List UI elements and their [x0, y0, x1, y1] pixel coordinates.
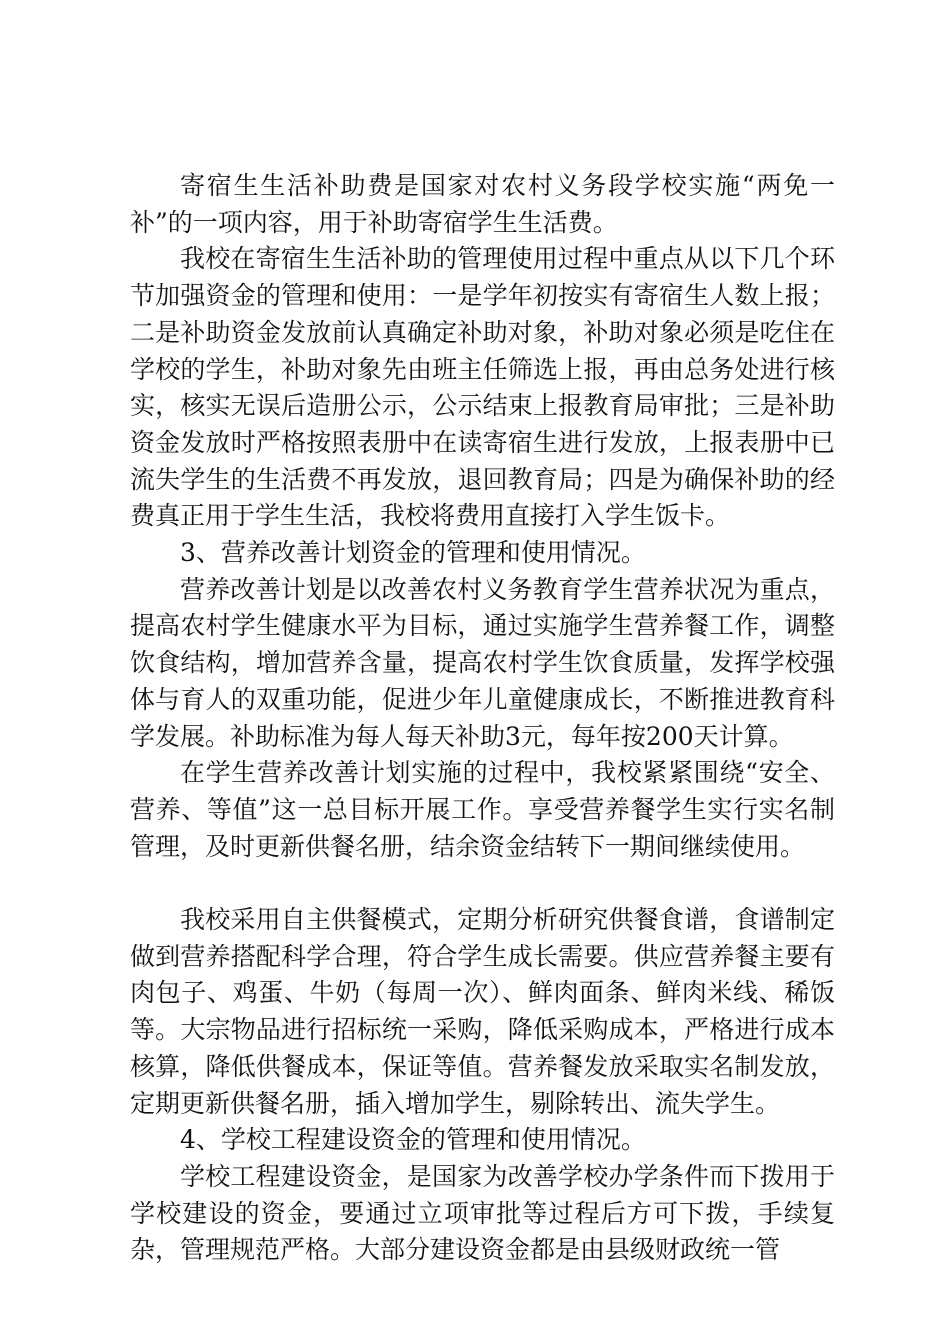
paragraph-nutrition-plan-goal: 营养改善计划是以改善农村义务教育学生营养状况为重点，提高农村学生健康水平为目标，通过实施学生营养餐工作，调整饮食结构，增加营养含量，提高农村学生饮食质量，发挥学校强体与育人的双重功能，促进少年儿童健康成长，不断推进教育科学发展。补助标准为每人每天补助3元，每年按200天计算。	[130, 574, 835, 751]
paragraph-nutrition-plan-implementation: 在学生营养改善计划实施的过程中，我校紧紧围绕“安全、营养、等值”这一总目标开展工作。享受营养餐学生实行实名制管理，及时更新供餐名册，结余资金结转下一期间继续使用。	[130, 758, 835, 861]
paragraph-boarding-subsidy-intro: 寄宿生生活补助费是国家对农村义务段学校实施“两免一补”的一项内容，用于补助寄宿学生生活费。	[130, 171, 835, 237]
paragraph-boarding-subsidy-management: 我校在寄宿生生活补助的管理使用过程中重点从以下几个环节加强资金的管理和使用：一是学年初按实有寄宿生人数上报；二是补助资金发放前认真确定补助对象，补助对象必须是吃住在学校的学生，补助对象先由班主任筛选上报，再由总务处进行核实，核实无误后造册公示，公示结束上报教育局审批；三是补助资金发放时严格按照表册中在读寄宿生进行发放，上报表册中已流失学生的生活费不再发放，退回教育局；四是为确保补助的经费真正用于学生生活，我校将费用直接打入学生饭卡。	[130, 244, 835, 531]
heading-construction-funds: 4、学校工程建设资金的管理和使用情况。	[180, 1125, 646, 1155]
document-body	[130, 168, 835, 1269]
paragraph-meal-supply-mode: 我校采用自主供餐模式，定期分析研究供餐食谱，食谱制定做到营养搭配科学合理，符合学生成长需要。供应营养餐主要有肉包子、鸡蛋、牛奶（每周一次）、鲜肉面条、鲜肉米线、稀饭等。大宗物品进行招标统一采购，降低采购成本，严格进行成本核算，降低供餐成本，保证等值。营养餐发放采取实名制发放，定期更新供餐名册，插入增加学生，剔除转出、流失学生。	[130, 905, 835, 1118]
heading-nutrition-plan: 3、营养改善计划资金的管理和使用情况。	[180, 538, 646, 568]
paragraph-construction-funds: 学校工程建设资金，是国家为改善学校办学条件而下拨用于学校建设的资金，要通过立项审批等过程后方可下拨，手续复杂，管理规范严格。大部分建设资金都是由县级财政统一管	[130, 1161, 835, 1265]
